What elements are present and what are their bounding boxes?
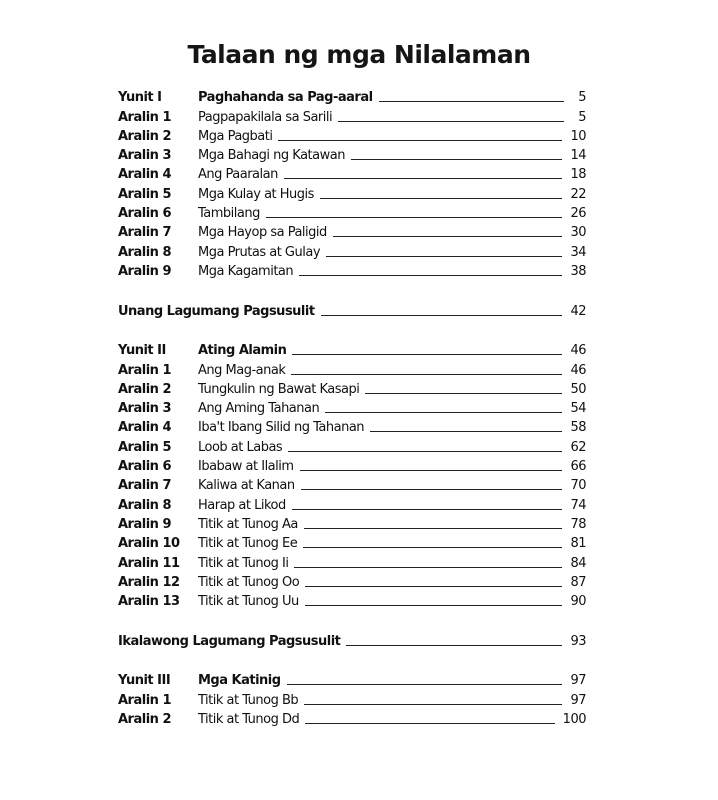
toc-page-number: 81 bbox=[570, 536, 586, 552]
toc-page-number: 97 bbox=[570, 673, 586, 689]
toc-entry-row bbox=[118, 105, 586, 124]
toc-entry-row bbox=[118, 163, 586, 182]
toc-entry-label: Yunit I bbox=[118, 90, 162, 106]
toc-entry-title: Ang Paaralan bbox=[198, 167, 278, 183]
toc-entry-label: Aralin 2 bbox=[118, 381, 171, 397]
toc-leader-line bbox=[304, 527, 563, 529]
toc-entry-title: Paghahanda sa Pag-aaral bbox=[198, 90, 373, 106]
toc-leader-line bbox=[287, 683, 563, 685]
toc-leader-line bbox=[321, 314, 563, 316]
toc-leader-line bbox=[288, 450, 562, 452]
toc-leader-line bbox=[305, 722, 554, 724]
toc-entry-title: Ating Alamin bbox=[198, 343, 287, 359]
toc-entry-title: Titik at Tunog Uu bbox=[198, 594, 299, 610]
toc-entry-row bbox=[118, 144, 586, 163]
toc-entry-row bbox=[118, 221, 586, 240]
toc-page-number: 22 bbox=[570, 186, 586, 202]
toc-page-number: 78 bbox=[570, 516, 586, 532]
toc-leader-line bbox=[379, 100, 564, 102]
toc-entry-title: Titik at Tunog Ee bbox=[198, 536, 298, 552]
toc-leader-line bbox=[338, 120, 564, 122]
toc-entry-row bbox=[118, 339, 586, 358]
toc-entry-title: Mga Bahagi ng Katawan bbox=[198, 148, 345, 164]
toc-entry-row bbox=[118, 590, 586, 609]
toc-leader-line bbox=[351, 158, 563, 160]
toc-page-number: 46 bbox=[570, 362, 586, 378]
toc-entry-label: Aralin 6 bbox=[118, 206, 171, 222]
toc-leader-line bbox=[320, 197, 563, 199]
toc-page-number: 90 bbox=[570, 594, 586, 610]
toc-entry-title: Tungkulin ng Bawat Kasapi bbox=[198, 381, 360, 397]
toc-entry-label: Aralin 7 bbox=[118, 225, 171, 241]
toc-leader-line bbox=[303, 546, 562, 548]
toc-page-number: 38 bbox=[570, 263, 586, 279]
toc-entry-row bbox=[118, 474, 586, 493]
toc-leader-line bbox=[301, 488, 563, 490]
toc-leader-line bbox=[266, 216, 563, 218]
toc-page-number: 42 bbox=[570, 303, 586, 319]
toc-entry-row bbox=[118, 669, 586, 688]
toc-page-number: 100 bbox=[562, 712, 586, 728]
toc-page-number: 58 bbox=[570, 420, 586, 436]
toc-entry-label: Yunit III bbox=[118, 673, 171, 689]
toc-entry-row bbox=[118, 182, 586, 201]
toc-entry-row bbox=[118, 416, 586, 435]
toc-entry-label: Aralin 8 bbox=[118, 244, 171, 260]
toc-entry-title: Mga Prutas at Gulay bbox=[198, 244, 321, 260]
toc-summary-row bbox=[118, 629, 586, 649]
toc-entry-label: Yunit II bbox=[118, 343, 166, 359]
toc-page-number: 10 bbox=[570, 128, 586, 144]
unit-section bbox=[118, 339, 586, 609]
toc-entry-label: Aralin 1 bbox=[118, 362, 171, 378]
toc-entry-row bbox=[118, 378, 586, 397]
toc-entry-title: Mga Katinig bbox=[198, 673, 281, 689]
toc-entry-title: Titik at Tunog Oo bbox=[198, 574, 300, 590]
unit-section bbox=[118, 86, 586, 279]
table-of-contents bbox=[118, 86, 586, 727]
toc-page-number: 5 bbox=[578, 109, 586, 125]
toc-entry-title: Mga Kulay at Hugis bbox=[198, 186, 314, 202]
toc-page-number: 84 bbox=[570, 555, 586, 571]
toc-entry-label: Aralin 5 bbox=[118, 439, 171, 455]
toc-entry-row bbox=[118, 260, 586, 279]
toc-entry-title: Kaliwa at Kanan bbox=[198, 478, 295, 494]
toc-entry-title: Harap at Likod bbox=[198, 497, 286, 513]
toc-page-number: 97 bbox=[570, 692, 586, 708]
toc-entry-label: Aralin 1 bbox=[118, 692, 171, 708]
toc-summary-row bbox=[118, 299, 586, 319]
toc-entry-label: Aralin 4 bbox=[118, 167, 171, 183]
toc-leader-line bbox=[292, 508, 563, 510]
toc-entry-title: Loob at Labas bbox=[198, 439, 283, 455]
toc-page-number: 50 bbox=[570, 381, 586, 397]
toc-entry-row bbox=[118, 551, 586, 570]
toc-page-number: 46 bbox=[570, 343, 586, 359]
toc-entry-row bbox=[118, 397, 586, 416]
toc-entry-title: Pagpapakilala sa Sarili bbox=[198, 109, 333, 125]
toc-leader-line bbox=[326, 255, 562, 257]
toc-leader-line bbox=[333, 235, 563, 237]
toc-entry-row bbox=[118, 493, 586, 512]
toc-summary-title: Unang Lagumang Pagsusulit bbox=[118, 303, 315, 319]
toc-entry-title: Titik at Tunog Ii bbox=[198, 555, 289, 571]
toc-page-number: 62 bbox=[570, 439, 586, 455]
toc-entry-row bbox=[118, 688, 586, 707]
toc-page-number: 14 bbox=[570, 148, 586, 164]
toc-entry-label: Aralin 9 bbox=[118, 263, 171, 279]
toc-entry-label: Aralin 7 bbox=[118, 478, 171, 494]
toc-entry-title: Mga Hayop sa Paligid bbox=[198, 225, 327, 241]
toc-leader-line bbox=[291, 373, 562, 375]
toc-entry-label: Aralin 8 bbox=[118, 497, 171, 513]
toc-entry-label: Aralin 11 bbox=[118, 555, 180, 571]
toc-entry-title: Ang Mag-anak bbox=[198, 362, 286, 378]
toc-page-number: 34 bbox=[570, 244, 586, 260]
summary-section bbox=[118, 299, 586, 319]
toc-entry-label: Aralin 12 bbox=[118, 574, 180, 590]
toc-entry-row bbox=[118, 708, 586, 727]
toc-entry-label: Aralin 6 bbox=[118, 459, 171, 475]
toc-entry-title: Titik at Tunog Dd bbox=[198, 712, 300, 728]
toc-page-number: 70 bbox=[570, 478, 586, 494]
toc-entry-label: Aralin 2 bbox=[118, 128, 171, 144]
toc-entry-row bbox=[118, 571, 586, 590]
toc-leader-line bbox=[305, 604, 563, 606]
toc-entry-row bbox=[118, 202, 586, 221]
toc-entry-row bbox=[118, 513, 586, 532]
toc-entry-title: Ibabaw at Ilalim bbox=[198, 459, 294, 475]
toc-page-number: 87 bbox=[570, 574, 586, 590]
toc-page-number: 93 bbox=[570, 634, 586, 650]
toc-entry-title: Mga Kagamitan bbox=[198, 263, 294, 279]
toc-leader-line bbox=[325, 411, 562, 413]
unit-section bbox=[118, 669, 586, 727]
toc-summary-title: Ikalawong Lagumang Pagsusulit bbox=[118, 634, 341, 650]
toc-entry-row bbox=[118, 358, 586, 377]
toc-entry-title: Tambilang bbox=[198, 206, 260, 222]
toc-page-number: 54 bbox=[570, 401, 586, 417]
toc-leader-line bbox=[284, 177, 563, 179]
toc-entry-label: Aralin 3 bbox=[118, 148, 171, 164]
toc-entry-row bbox=[118, 86, 586, 105]
toc-entry-label: Aralin 4 bbox=[118, 420, 171, 436]
toc-page-number: 74 bbox=[570, 497, 586, 513]
toc-leader-line bbox=[305, 585, 562, 587]
toc-leader-line bbox=[294, 566, 562, 568]
toc-entry-label: Aralin 5 bbox=[118, 186, 171, 202]
toc-entry-title: Ang Aming Tahanan bbox=[198, 401, 320, 417]
toc-page-number: 5 bbox=[578, 90, 586, 106]
toc-entry-row bbox=[118, 125, 586, 144]
toc-entry-title: Mga Pagbati bbox=[198, 128, 273, 144]
toc-entry-title: Iba't Ibang Silid ng Tahanan bbox=[198, 420, 365, 436]
toc-entry-label: Aralin 13 bbox=[118, 594, 180, 610]
toc-entry-label: Aralin 3 bbox=[118, 401, 171, 417]
toc-entry-row bbox=[118, 455, 586, 474]
toc-entry-label: Aralin 10 bbox=[118, 536, 180, 552]
toc-leader-line bbox=[370, 430, 562, 432]
toc-entry-label: Aralin 9 bbox=[118, 516, 171, 532]
toc-page-number: 26 bbox=[570, 206, 586, 222]
toc-entry-label: Aralin 1 bbox=[118, 109, 171, 125]
toc-leader-line bbox=[365, 392, 562, 394]
summary-section bbox=[118, 629, 586, 649]
toc-entry-row bbox=[118, 532, 586, 551]
page-title: Talaan ng mga Nilalaman bbox=[187, 40, 531, 69]
toc-page-number: 18 bbox=[570, 167, 586, 183]
toc-page-number: 30 bbox=[570, 225, 586, 241]
toc-entry-title: Titik at Tunog Bb bbox=[198, 692, 299, 708]
toc-leader-line bbox=[292, 353, 562, 355]
toc-leader-line bbox=[300, 469, 563, 471]
toc-entry-row bbox=[118, 435, 586, 454]
toc-leader-line bbox=[304, 703, 562, 705]
toc-leader-line bbox=[346, 644, 562, 646]
toc-page-number: 66 bbox=[570, 459, 586, 475]
toc-entry-label: Aralin 2 bbox=[118, 712, 171, 728]
toc-leader-line bbox=[278, 139, 562, 141]
toc-entry-row bbox=[118, 240, 586, 259]
toc-leader-line bbox=[299, 274, 562, 276]
toc-entry-title: Titik at Tunog Aa bbox=[198, 516, 298, 532]
